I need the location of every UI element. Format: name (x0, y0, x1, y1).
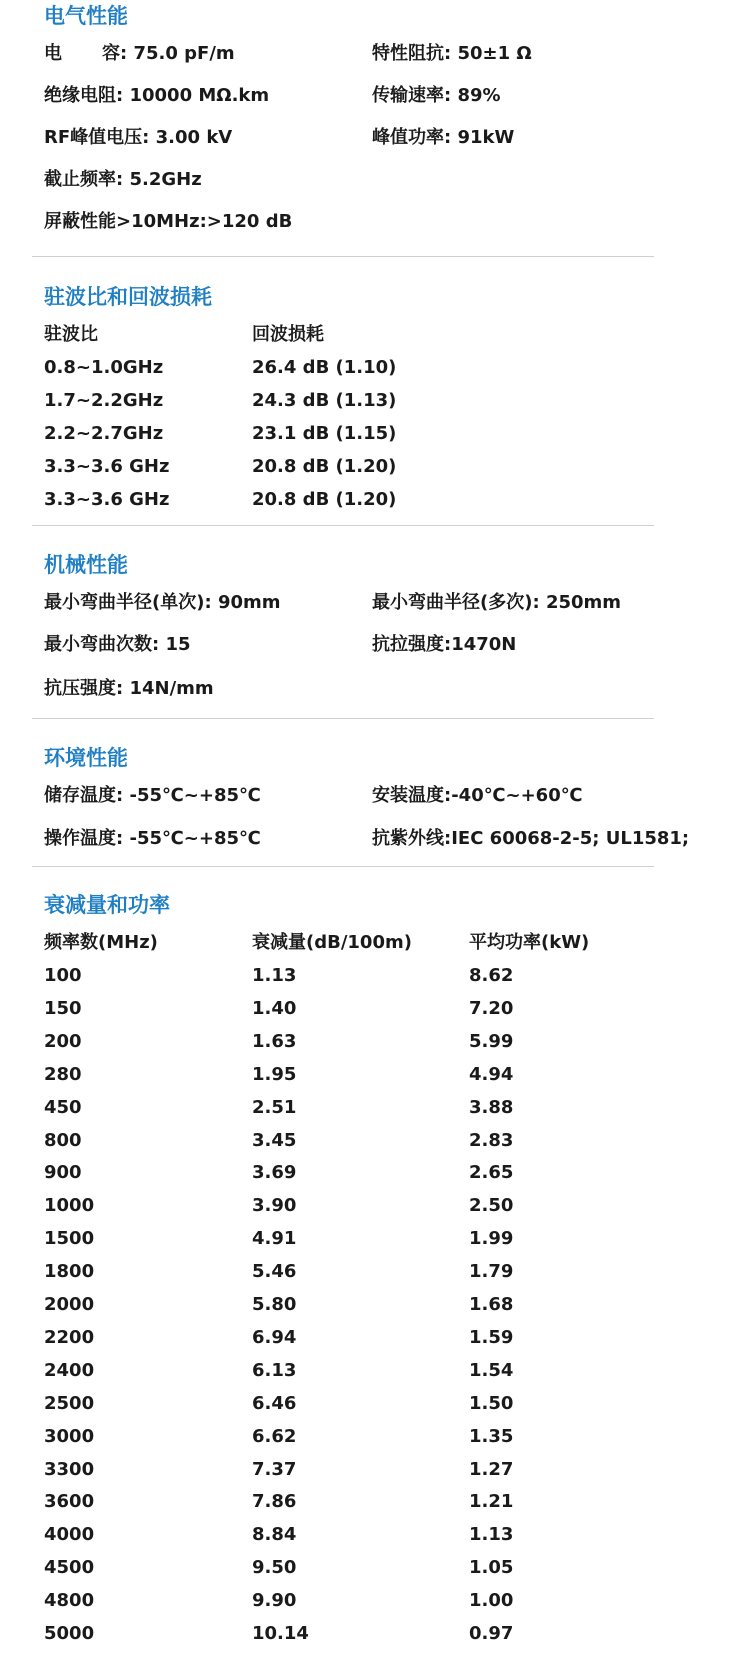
attenuation-cell-frequency: 100 (44, 965, 82, 986)
spec-uv-resistance: 抗紫外线:IEC 60068-2-5; UL1581; (372, 828, 690, 849)
attenuation-cell-frequency: 2400 (44, 1359, 95, 1381)
attenuation-cell-power: 1.00 (469, 1590, 514, 1612)
vswr-cell-return-loss: 20.8 dB (1.20) (252, 456, 397, 477)
attenuation-cell-attenuation: 6.62 (252, 1425, 297, 1447)
attenuation-cell-frequency: 200 (44, 1030, 82, 1052)
spec-storage-temperature: 储存温度: -55℃~+85℃ (44, 785, 261, 806)
attenuation-cell-power: 2.50 (469, 1195, 514, 1217)
vswr-cell-frequency: 3.3~3.6 GHz (44, 456, 170, 477)
attenuation-header-power: 平均功率(kW) (469, 932, 590, 953)
attenuation-cell-frequency: 3000 (44, 1425, 95, 1447)
vswr-cell-frequency: 3.3~3.6 GHz (44, 489, 170, 510)
attenuation-cell-power: 2.83 (469, 1129, 514, 1151)
vswr-cell-frequency: 0.8~1.0GHz (44, 357, 164, 378)
spec-bend-count: 最小弯曲次数: 15 (44, 634, 191, 655)
attenuation-cell-frequency: 450 (44, 1096, 82, 1118)
attenuation-cell-attenuation: 1.13 (252, 965, 297, 986)
section-title-electrical: 电气性能 (44, 4, 128, 28)
attenuation-cell-power: 2.65 (469, 1162, 514, 1184)
vswr-cell-return-loss: 24.3 dB (1.13) (252, 390, 397, 411)
attenuation-cell-frequency: 1500 (44, 1228, 95, 1250)
section-title-attenuation: 衰减量和功率 (44, 893, 170, 917)
spec-cutoff-frequency: 截止频率: 5.2GHz (44, 169, 202, 190)
attenuation-cell-power: 1.79 (469, 1261, 514, 1283)
attenuation-cell-frequency: 1800 (44, 1261, 95, 1283)
section-divider (32, 866, 654, 867)
attenuation-cell-power: 1.99 (469, 1228, 514, 1250)
vswr-header-return-loss: 回波损耗 (252, 324, 324, 345)
spec-capacitance: 电 容: 75.0 pF/m (44, 43, 235, 64)
attenuation-cell-frequency: 2500 (44, 1392, 95, 1414)
spec-impedance: 特性阻抗: 50±1 Ω (372, 43, 532, 64)
attenuation-cell-frequency: 2200 (44, 1326, 95, 1348)
attenuation-cell-power: 4.94 (469, 1063, 514, 1085)
attenuation-cell-attenuation: 3.45 (252, 1129, 297, 1151)
spec-installation-temperature: 安装温度:-40℃~+60℃ (372, 785, 583, 806)
attenuation-cell-attenuation: 6.13 (252, 1359, 297, 1381)
attenuation-cell-frequency: 3600 (44, 1491, 95, 1513)
spec-crush-resistance: 抗压强度: 14N/mm (44, 678, 214, 699)
vswr-cell-return-loss: 20.8 dB (1.20) (252, 489, 397, 510)
attenuation-cell-frequency: 4800 (44, 1590, 95, 1612)
attenuation-cell-attenuation: 1.63 (252, 1030, 297, 1052)
attenuation-cell-power: 0.97 (469, 1623, 514, 1644)
attenuation-cell-power: 1.35 (469, 1425, 514, 1447)
spec-shielding: 屏蔽性能>10MHz:>120 dB (44, 211, 293, 232)
vswr-header-frequency: 驻波比 (44, 324, 98, 345)
attenuation-cell-attenuation: 7.86 (252, 1491, 297, 1513)
attenuation-cell-frequency: 3300 (44, 1458, 95, 1480)
attenuation-cell-frequency: 2000 (44, 1294, 95, 1315)
vswr-cell-frequency: 1.7~2.2GHz (44, 390, 164, 411)
attenuation-cell-frequency: 4500 (44, 1557, 95, 1579)
section-title-environmental: 环境性能 (44, 746, 128, 770)
attenuation-cell-attenuation: 1.95 (252, 1063, 297, 1085)
attenuation-cell-power: 1.13 (469, 1524, 514, 1546)
attenuation-cell-frequency: 150 (44, 997, 82, 1019)
attenuation-cell-power: 1.05 (469, 1557, 514, 1579)
attenuation-cell-power: 5.99 (469, 1030, 514, 1052)
attenuation-cell-frequency: 5000 (44, 1623, 95, 1644)
spec-velocity: 传输速率: 89% (372, 85, 501, 106)
spec-tensile-strength: 抗拉强度:1470N (372, 634, 517, 655)
attenuation-cell-attenuation: 1.40 (252, 997, 297, 1019)
attenuation-cell-attenuation: 5.46 (252, 1261, 297, 1283)
section-divider (32, 256, 654, 257)
section-divider (32, 718, 654, 719)
attenuation-cell-power: 3.88 (469, 1096, 514, 1118)
spec-peak-power: 峰值功率: 91kW (372, 127, 515, 148)
attenuation-cell-attenuation: 2.51 (252, 1096, 297, 1118)
spec-rf-peak-voltage: RF峰值电压: 3.00 kV (44, 127, 233, 148)
attenuation-cell-power: 8.62 (469, 965, 514, 986)
attenuation-cell-attenuation: 3.69 (252, 1162, 297, 1184)
attenuation-cell-attenuation: 6.94 (252, 1326, 297, 1348)
spec-insulation-resistance: 绝缘电阻: 10000 MΩ.km (44, 85, 270, 106)
section-divider (32, 525, 654, 526)
attenuation-cell-power: 1.50 (469, 1392, 514, 1414)
attenuation-cell-attenuation: 7.37 (252, 1458, 297, 1480)
attenuation-cell-frequency: 4000 (44, 1524, 95, 1546)
attenuation-cell-attenuation: 10.14 (252, 1623, 309, 1644)
attenuation-cell-power: 1.59 (469, 1326, 514, 1348)
attenuation-cell-power: 1.68 (469, 1294, 514, 1315)
attenuation-header-frequency: 频率数(MHz) (44, 932, 158, 953)
attenuation-cell-frequency: 800 (44, 1129, 82, 1151)
attenuation-cell-attenuation: 9.90 (252, 1590, 297, 1612)
attenuation-cell-attenuation: 4.91 (252, 1228, 297, 1250)
attenuation-cell-power: 1.54 (469, 1359, 514, 1381)
section-title-vswr: 驻波比和回波损耗 (44, 285, 212, 309)
spec-bend-radius-multi: 最小弯曲半径(多次): 250mm (372, 592, 622, 613)
attenuation-cell-attenuation: 6.46 (252, 1392, 297, 1414)
attenuation-cell-power: 1.21 (469, 1491, 514, 1513)
attenuation-cell-frequency: 900 (44, 1162, 82, 1184)
attenuation-cell-attenuation: 8.84 (252, 1524, 297, 1546)
attenuation-cell-attenuation: 5.80 (252, 1294, 297, 1315)
vswr-cell-return-loss: 23.1 dB (1.15) (252, 423, 397, 444)
vswr-cell-frequency: 2.2~2.7GHz (44, 423, 164, 444)
spec-bend-radius-single: 最小弯曲半径(单次): 90mm (44, 592, 281, 613)
attenuation-cell-frequency: 280 (44, 1063, 82, 1085)
attenuation-cell-power: 1.27 (469, 1458, 514, 1480)
vswr-cell-return-loss: 26.4 dB (1.10) (252, 357, 397, 378)
attenuation-header-attenuation: 衰减量(dB/100m) (252, 932, 412, 953)
spec-operating-temperature: 操作温度: -55℃~+85℃ (44, 828, 261, 849)
attenuation-cell-attenuation: 9.50 (252, 1557, 297, 1579)
attenuation-cell-power: 7.20 (469, 997, 514, 1019)
attenuation-cell-attenuation: 3.90 (252, 1195, 297, 1217)
attenuation-cell-frequency: 1000 (44, 1195, 95, 1217)
section-title-mechanical: 机械性能 (44, 553, 128, 577)
